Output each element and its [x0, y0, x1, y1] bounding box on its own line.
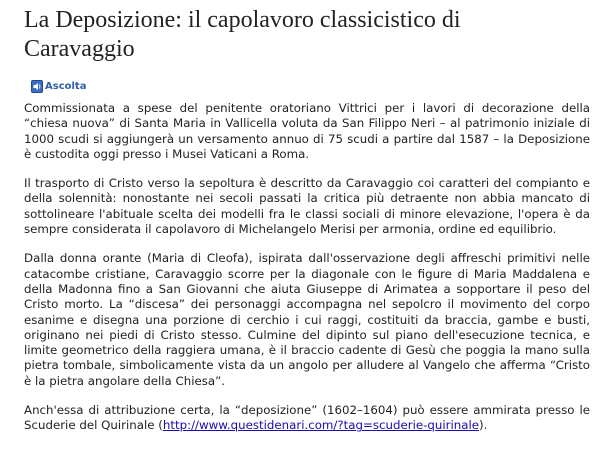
paragraph: Dalla donna orante (Maria di Cleofa), ispirata dall'osservazione degli affreschi primitivi nelle catacombe cristiane, Caravaggio scorre per la diagonale con le figure di Maria Maddalena e della Madonna fino a San Giovanni che aiuta Giuseppe di Arimatea a sopportare il peso del Cristo morto. La “discesa” dei personaggi accompagna nel sepolcro il movimento del corpo esanime e disegna una porzione di cerchio i cui raggi, costituiti da braccia, gambe e busti, originano nei piedi di Cristo stesso. Culmine del dipinto sul piano dell'esecuzione tecnica, e limite geometrico della raggiera umana, è il braccio cadente di Gesù che poggia la mano sulla pietra tombale, simbolicamente vista da un angolo per alludere al Vangelo che afferma “Cristo è la pietra angolare della Chiesa”.: [24, 251, 590, 388]
speaker-icon: [31, 80, 43, 93]
scuderie-quirinale-link[interactable]: http://www.questidenari.com/?tag=scuderie-quirinale: [162, 418, 479, 433]
paragraph-text-end: ).: [479, 418, 488, 433]
article-body: [24, 101, 590, 434]
paragraph: Commissionata a spese del penitente oratoriano Vittrici per i lavori di decorazione della “chiesa nuova” di Santa Maria in Vallicella voluta da San Filippo Neri – al patrimonio iniziale di 1000 scudi si aggiungerà un versamento annuo di 75 scudi a partire dal 1587 – la Deposizione è custodita oggi presso i Musei Vaticani a Roma.: [24, 101, 590, 161]
listen-button[interactable]: [31, 78, 590, 94]
paragraph: Il trasporto di Cristo verso la sepoltura è descritto da Caravaggio coi caratteri del compianto e della solennità: nonostante nei secoli passati la critica più detraente non abbia mancato di sottolineare l'abituale scelta dei modelli fra le classi sociali di minore elevazione, l'opera è da sempre considerata il capolavoro di Michelangelo Merisi per armonia, ordine ed equilibrio.: [24, 176, 590, 237]
article-title: La Deposizione: il capolavoro classicistico di Caravaggio: [24, 7, 461, 62]
paragraph-last: [24, 403, 590, 434]
listen-label: Ascolta: [45, 80, 87, 92]
paragraph-text: Anch'essa di attribuzione certa, la “deposizione” (1602–1604) può essere ammirata presso le Scuderie del Quirinale (: [24, 403, 590, 433]
